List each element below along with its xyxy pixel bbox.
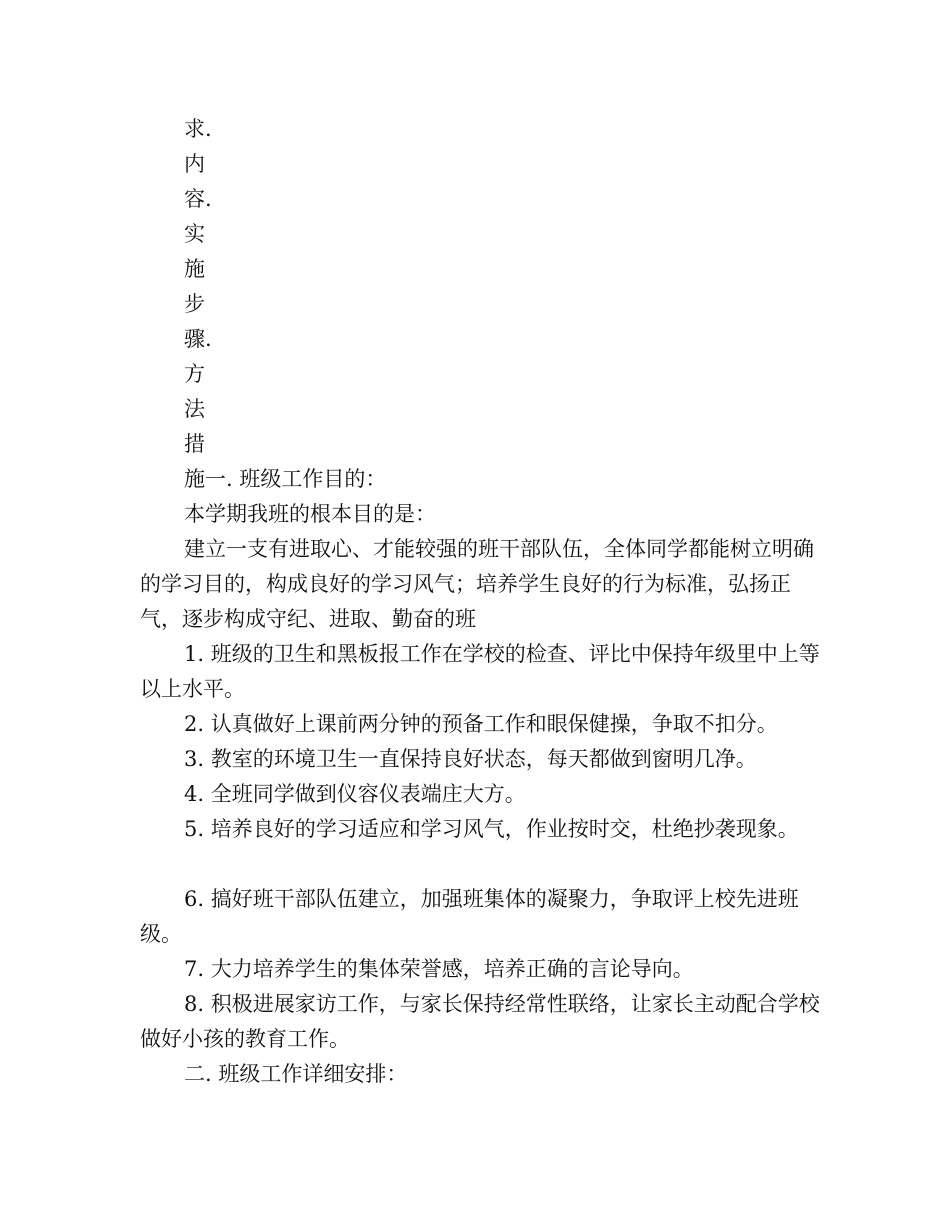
list-item: 7. 大力培养学生的集体荣誉感，培养正确的言论导向。 bbox=[184, 957, 694, 981]
vertical-heading-char: 内 bbox=[184, 152, 205, 176]
vertical-heading-char: 措 bbox=[184, 432, 205, 456]
intro-line: 本学期我班的根本目的是： bbox=[184, 502, 436, 526]
vertical-heading-char: 施 bbox=[184, 257, 205, 281]
vertical-heading bbox=[140, 112, 830, 497]
vertical-heading-char: 实 bbox=[184, 222, 205, 246]
vertical-heading-char: 步 bbox=[184, 292, 205, 316]
vertical-heading-char: 容. bbox=[184, 187, 212, 211]
document-body bbox=[140, 112, 830, 1092]
goal-paragraph: 建立一支有进取心、才能较强的班干部队伍，全体同学都能树立明确的学习目的，构成良好的学习风气；培养学生良好的行为标准，弘扬正气，逐步构成守纪、进取、勤奋的班 bbox=[140, 537, 814, 631]
section-one-heading: 施一. 班级工作目的： bbox=[184, 467, 387, 491]
list-item: 6. 搞好班干部队伍建立，加强班集体的凝聚力，争取评上校先进班级。 bbox=[140, 887, 799, 946]
list-item: 2. 认真做好上课前两分钟的预备工作和眼保健操，争取不扣分。 bbox=[184, 712, 778, 736]
list-item: 4. 全班同学做到仪容仪表端庄大方。 bbox=[184, 782, 526, 806]
section-two-heading: 二. 班级工作详细安排： bbox=[184, 1062, 408, 1086]
vertical-heading-char: 骤. bbox=[184, 327, 212, 351]
list-item: 5. 培养良好的学习适应和学习风气，作业按时交，杜绝抄袭现象。 bbox=[184, 817, 799, 841]
vertical-heading-char: 法 bbox=[184, 397, 205, 421]
list-item: 8. 积极进展家访工作，与家长保持经常性联络，让家长主动配合学校做好小孩的教育工作。 bbox=[140, 992, 820, 1051]
vertical-heading-char: 方 bbox=[184, 362, 205, 386]
list-item: 1. 班级的卫生和黑板报工作在学校的检查、评比中保持年级里中上等以上水平。 bbox=[140, 642, 820, 701]
vertical-heading-char: 求. bbox=[184, 117, 212, 141]
blank-line bbox=[140, 847, 830, 882]
list-item: 3. 教室的环境卫生一直保持良好状态，每天都做到窗明几净。 bbox=[184, 747, 757, 771]
